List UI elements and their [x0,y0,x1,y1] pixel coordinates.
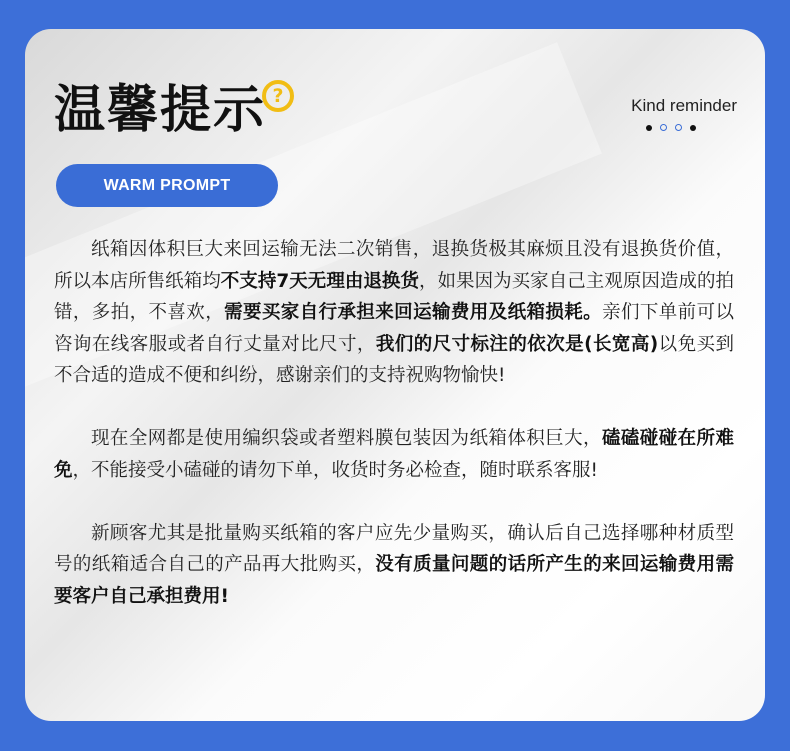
paragraph-emphasis: 我们的尺寸标注的依次是(长宽高) [375,333,659,355]
paragraph-text: 现在全网都是使用编织袋或者塑料膜包装因为纸箱体积巨大， [91,428,602,449]
paragraph-emphasis: 磕磕碰碰在所难免 [54,428,734,481]
question-icon: ? [262,80,294,112]
paragraph-emphasis: 没有质量问题的话所产生的来回运输费用需要客户自己承担费用! [54,554,734,607]
notice-paragraph [54,234,734,392]
dot-ring-icon [675,124,682,131]
dot-ring-icon [660,124,667,131]
paragraph-text: 新顾客尤其是批量购买纸箱的客户应先少量购买，确认后自己选择哪种材质型号的纸箱适合自己的产品再大批购买， [54,522,734,575]
paragraph-emphasis: 不支持7天无理由退换货 [220,270,419,292]
notice-paragraph [54,518,734,613]
notice-body [54,234,734,644]
paragraph-emphasis: 需要买家自行承担来回运输费用及纸箱损耗。 [224,302,603,323]
page-title: 温馨提示 [54,81,267,140]
notice-paragraph [54,423,734,486]
dot-icon [690,125,696,131]
paragraph-text: 亲们下单前可以咨询在线客服或者自行丈量对比尺寸， [54,302,734,355]
notice-card [25,29,765,721]
warm-prompt-badge: WARM PROMPT [56,164,278,207]
paragraph-text: ，如果因为买家自己主观原因造成的拍错，多拍，不喜欢， [54,270,734,323]
paragraph-text: ，不能接受小磕碰的请勿下单，收货时务必检查，随时联系客服! [72,459,598,481]
dot-icon [646,125,652,131]
decorative-dots [646,124,696,131]
paragraph-text: 纸箱因体积巨大来回运输无法二次销售，退换货极其麻烦且没有退换货价值，所以本店所售纸箱均 [54,239,734,292]
kind-reminder-label: Kind reminder [631,96,737,115]
paragraph-text: 以免买到不合适的造成不便和纠纷，感谢亲们的支持祝购物愉快! [54,333,734,386]
